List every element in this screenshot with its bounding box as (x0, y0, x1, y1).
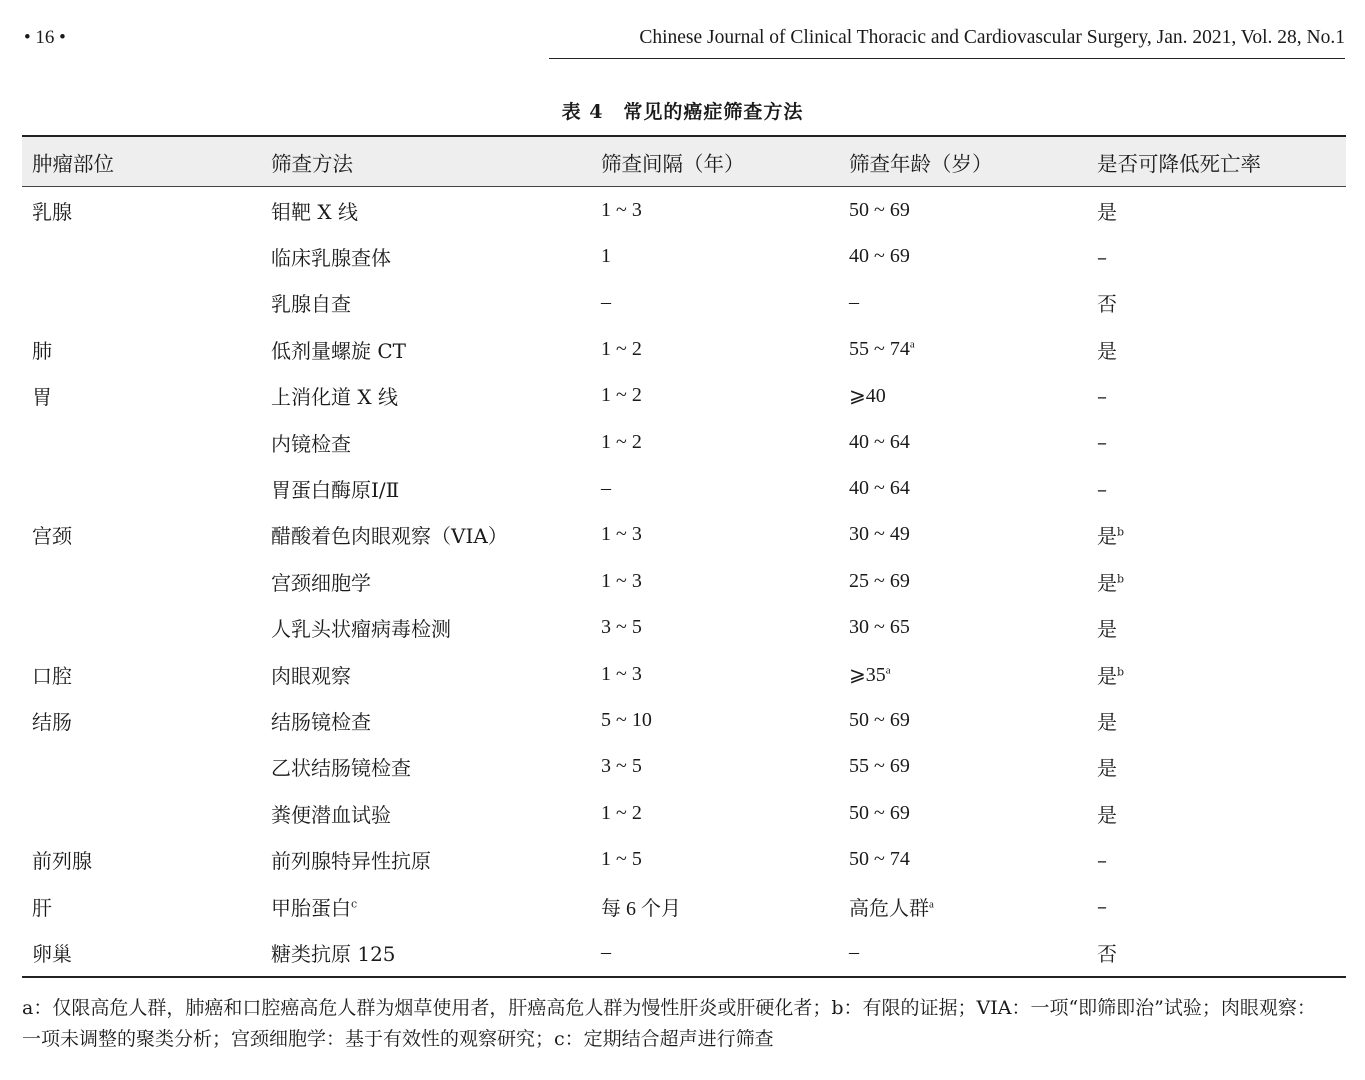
cell-method (271, 288, 601, 317)
cell-interval (601, 338, 849, 361)
cell-age (849, 616, 1097, 639)
cell-mortality (1097, 567, 1346, 596)
cell-mortality (1097, 706, 1346, 735)
footnote-marker: b (1117, 664, 1125, 678)
cell-mortality-text: – (1097, 244, 1107, 269)
cell-interval (601, 709, 849, 732)
cell-interval (601, 199, 849, 222)
table-row (22, 697, 1346, 743)
cell-site-text: 乳腺 (32, 199, 72, 224)
cell-interval-text: 1 ~ 2 (601, 384, 642, 407)
cell-method (271, 381, 601, 410)
cell-age-text: 40 ~ 64 (849, 477, 910, 500)
cell-interval-text: 1 ~ 3 (601, 523, 642, 546)
cell-site (22, 335, 271, 364)
cell-mortality-text: 是 (1097, 709, 1117, 734)
cell-method (271, 938, 601, 967)
cell-age-text: 50 ~ 69 (849, 801, 910, 824)
cell-method (271, 242, 601, 271)
cell-mortality-text: 是 (1097, 756, 1117, 781)
cell-interval-text: 5 ~ 10 (601, 708, 652, 731)
cell-interval-text: 3 ~ 5 (601, 616, 642, 639)
table-footnote: a：仅限高危人群，肺癌和口腔癌高危人群为烟草使用者，肝癌高危人群为慢性肝炎或肝硬化者；b：有限的证据；VIA：一项“即筛即治”试验；肉眼观察：一项未调整的聚类分析；宫颈细胞学：基于有效性的观察研究；c：定期结合超声进行筛查 (22, 997, 1316, 1050)
cell-interval (601, 755, 849, 778)
cell-mortality (1097, 660, 1346, 689)
table-row (22, 187, 1346, 233)
cell-age (849, 709, 1097, 732)
cell-site-text: 结肠 (32, 709, 72, 734)
cell-mortality (1097, 196, 1346, 225)
cell-method-text: 醋酸着色肉眼观察（VIA） (271, 524, 508, 549)
screening-table (22, 135, 1346, 978)
running-head: Chinese Journal of Clinical Thoracic and Cardiovascular Surgery, Jan. 2021, Vol. 28, No.1 (639, 27, 1345, 48)
page-number: • 16 • (24, 27, 66, 48)
cell-interval (601, 616, 849, 639)
cell-age-text: 30 ~ 65 (849, 616, 910, 639)
cell-interval (601, 802, 849, 825)
footnote-marker: b (1117, 525, 1125, 539)
cell-age (849, 662, 1097, 687)
cell-age-text: 30 ~ 49 (849, 523, 910, 546)
cell-interval-text: 1 (601, 245, 611, 268)
table-row (22, 465, 1346, 511)
table-body (22, 187, 1346, 976)
cell-method (271, 799, 601, 828)
cell-interval (601, 848, 849, 871)
cell-method-text: 肉眼观察 (271, 663, 351, 688)
cell-age-text: 50 ~ 69 (849, 708, 910, 731)
cell-interval-text: 每 6 个月 (601, 897, 681, 920)
cell-mortality-text: 是 (1097, 802, 1117, 827)
cell-mortality (1097, 384, 1346, 408)
cell-method (271, 752, 601, 781)
cell-method-text: 糖类抗原 125 (271, 941, 396, 966)
cell-age-text: – (849, 940, 859, 963)
cell-age-text: – (849, 291, 859, 314)
cell-site (22, 845, 271, 874)
cell-mortality-text: 是 (1097, 570, 1117, 595)
cell-interval-text: 1 ~ 3 (601, 662, 642, 685)
cell-age (849, 848, 1097, 871)
cell-site (22, 196, 271, 225)
table-row (22, 790, 1346, 836)
cell-method (271, 567, 601, 596)
cell-site-text: 前列腺 (32, 849, 92, 874)
cell-interval (601, 291, 849, 314)
cell-interval (601, 570, 849, 593)
cell-age (849, 802, 1097, 825)
cell-interval (601, 431, 849, 454)
cell-method (271, 892, 601, 921)
cell-age (849, 338, 1097, 361)
table-row (22, 744, 1346, 790)
cell-method (271, 613, 601, 642)
cell-interval (601, 941, 849, 964)
cell-age (849, 199, 1097, 222)
cell-interval (601, 477, 849, 500)
cell-interval (601, 384, 849, 407)
cell-mortality (1097, 938, 1346, 967)
table-row (22, 605, 1346, 651)
cell-method-text: 乳腺自查 (271, 292, 351, 317)
cell-method-text: 乙状结肠镜检查 (271, 756, 411, 781)
cell-mortality-text: – (1097, 894, 1107, 919)
cell-method-text: 内镜检查 (271, 431, 351, 456)
cell-method-text: 甲胎蛋白 (271, 895, 351, 920)
cell-mortality (1097, 430, 1346, 454)
header-age: 筛查年龄（岁） (849, 153, 993, 176)
cell-interval-text: 1 ~ 3 (601, 198, 642, 221)
cell-interval-text: – (601, 291, 611, 314)
cell-interval-text: – (601, 477, 611, 500)
cell-age-text: ⩾40 (849, 385, 886, 408)
cell-age-text: 高危人群 (849, 897, 929, 920)
cell-site-text: 肝 (32, 895, 52, 920)
cell-mortality (1097, 799, 1346, 828)
table-row (22, 929, 1346, 975)
cell-method-text: 临床乳腺查体 (271, 246, 391, 271)
cell-method-text: 结肠镜检查 (271, 709, 371, 734)
table-row (22, 373, 1346, 419)
cell-site-text: 口腔 (32, 663, 72, 688)
header-mortality: 是否可降低死亡率 (1097, 151, 1261, 176)
cell-age (849, 941, 1097, 964)
cell-mortality (1097, 288, 1346, 317)
cell-interval-text: 1 ~ 5 (601, 848, 642, 871)
table-row (22, 233, 1346, 279)
header-interval: 筛查间隔（年） (601, 153, 745, 176)
cell-interval (601, 245, 849, 268)
cell-mortality-text: – (1097, 383, 1107, 408)
cell-method-text: 钼靶 X 线 (271, 199, 358, 224)
cell-site (22, 706, 271, 735)
footnote-marker: b (1117, 572, 1125, 586)
cell-age (849, 245, 1097, 268)
cell-method (271, 196, 601, 225)
cell-method-text: 上消化道 X 线 (271, 385, 398, 410)
header-site: 肿瘤部位 (32, 151, 114, 176)
table-row (22, 326, 1346, 372)
cell-age-text: 55 ~ 69 (849, 755, 910, 778)
cell-age (849, 523, 1097, 546)
cell-method-text: 低剂量螺旋 CT (271, 338, 406, 363)
cell-age (849, 755, 1097, 778)
table-row (22, 651, 1346, 697)
cell-site (22, 520, 271, 549)
cell-method (271, 335, 601, 364)
cell-mortality (1097, 752, 1346, 781)
cell-site (22, 892, 271, 921)
cell-mortality-text: – (1097, 476, 1107, 501)
table-title: 表 4 常见的癌症筛查方法 (561, 101, 804, 123)
cell-age (849, 477, 1097, 500)
cell-age (849, 892, 1097, 921)
cell-mortality (1097, 335, 1346, 364)
cell-method (271, 845, 601, 874)
cell-mortality-text: 是 (1097, 199, 1117, 224)
cell-mortality-text: – (1097, 847, 1107, 872)
cell-site-text: 卵巢 (32, 941, 72, 966)
header-rule (549, 58, 1345, 59)
cell-method-text: 粪便潜血试验 (271, 802, 391, 827)
cell-age-text: 50 ~ 74 (849, 848, 910, 871)
cell-mortality (1097, 848, 1346, 872)
cell-method-text: 胃蛋白酶原Ⅰ/Ⅱ (271, 478, 400, 503)
cell-mortality-text: 是 (1097, 617, 1117, 642)
table-row (22, 280, 1346, 326)
cell-mortality (1097, 245, 1346, 269)
cell-mortality-text: 是 (1097, 338, 1117, 363)
cell-age-text: ⩾35 (849, 663, 886, 686)
table-row (22, 512, 1346, 558)
cell-interval-text: 1 ~ 3 (601, 569, 642, 592)
cell-mortality-text: 否 (1097, 292, 1117, 317)
cell-method-text: 宫颈细胞学 (271, 570, 371, 595)
cell-interval-text: 3 ~ 5 (601, 755, 642, 778)
cell-mortality-text: – (1097, 430, 1107, 455)
footnote-marker: c (351, 896, 358, 910)
footnote-marker: a (929, 897, 934, 910)
cell-interval-text: 1 ~ 2 (601, 430, 642, 453)
cell-mortality (1097, 477, 1346, 501)
cell-interval-text: 1 ~ 2 (601, 337, 642, 360)
table-row (22, 419, 1346, 465)
cell-method (271, 660, 601, 689)
cell-interval (601, 663, 849, 686)
cell-mortality (1097, 520, 1346, 549)
cell-site (22, 660, 271, 689)
cell-mortality-text: 是 (1097, 524, 1117, 549)
cell-method (271, 706, 601, 735)
table-row (22, 883, 1346, 929)
table-row (22, 558, 1346, 604)
cell-age-text: 25 ~ 69 (849, 569, 910, 592)
cell-age (849, 431, 1097, 454)
footnote-marker: a (885, 663, 891, 676)
cell-age-text: 50 ~ 69 (849, 198, 910, 221)
cell-interval-text: 1 ~ 2 (601, 801, 642, 824)
cell-site-text: 宫颈 (32, 524, 72, 549)
cell-site-text: 胃 (32, 385, 52, 410)
footnote-marker: a (909, 338, 915, 351)
cell-age (849, 570, 1097, 593)
cell-site-text: 肺 (32, 338, 52, 363)
cell-method-text: 前列腺特异性抗原 (271, 849, 431, 874)
cell-method (271, 428, 601, 457)
cell-interval (601, 523, 849, 546)
cell-method (271, 520, 601, 549)
cell-site (22, 381, 271, 410)
cell-age (849, 291, 1097, 314)
table-header-row (22, 137, 1346, 187)
cell-interval (601, 892, 849, 921)
cell-mortality-text: 是 (1097, 663, 1117, 688)
cell-mortality (1097, 613, 1346, 642)
cell-mortality-text: 否 (1097, 941, 1117, 966)
cell-interval-text: – (601, 940, 611, 963)
cell-age-text: 55 ~ 74 (849, 337, 910, 360)
cell-age (849, 383, 1097, 408)
cell-method-text: 人乳头状瘤病毒检测 (271, 617, 451, 642)
cell-method (271, 474, 601, 503)
cell-site (22, 938, 271, 967)
cell-age-text: 40 ~ 64 (849, 430, 910, 453)
cell-mortality (1097, 894, 1346, 918)
header-method: 筛查方法 (271, 151, 353, 176)
table-row (22, 836, 1346, 882)
cell-age-text: 40 ~ 69 (849, 245, 910, 268)
